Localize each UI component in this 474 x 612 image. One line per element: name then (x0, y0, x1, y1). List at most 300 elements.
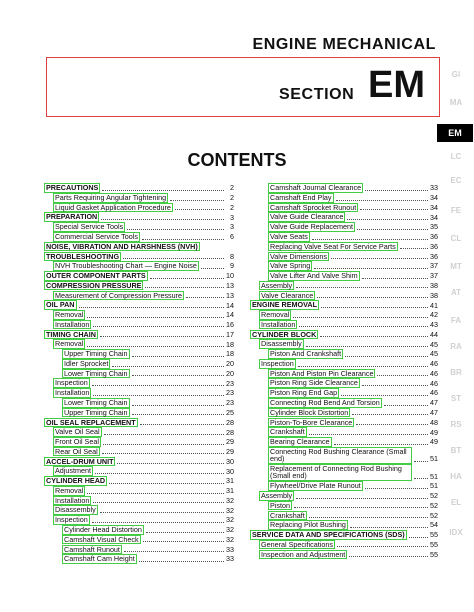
toc-entry-label[interactable]: Upper Timing Chain (64, 349, 128, 359)
toc-entry-label[interactable]: Replacing Pilot Bushing (270, 520, 346, 530)
toc-entry-label[interactable]: CYLINDER BLOCK (252, 329, 317, 339)
section-tab-bt[interactable]: BT (450, 446, 462, 455)
toc-entry[interactable] (250, 417, 438, 427)
toc-entry-label[interactable]: Lower Timing Chain (64, 368, 128, 378)
toc-leader-dots (293, 317, 428, 318)
toc-entry-label[interactable]: CYLINDER HEAD (46, 476, 106, 486)
toc-leader-dots (87, 317, 224, 318)
toc-page-number: 34 (430, 212, 438, 222)
toc-page-number: 55 (430, 549, 438, 559)
toc-page-number: 9 (230, 261, 234, 271)
toc-page-number: 55 (430, 540, 438, 549)
section-tab-ra[interactable]: RA (450, 342, 462, 351)
toc-entry-label[interactable]: Camshaft Runout (64, 544, 120, 554)
toc-entry-label[interactable]: Replacement of Connecting Rod Bushing (Small end) (268, 464, 412, 481)
toc-leader-dots (365, 190, 428, 191)
toc-entry-label[interactable]: Rear Oil Seal (55, 446, 98, 456)
toc-entry-label[interactable]: Valve Guide Replacement (270, 222, 353, 232)
toc-entry-label[interactable]: Cylinder Head Distortion (64, 524, 142, 534)
toc-entry[interactable] (250, 369, 438, 379)
toc-entry-label[interactable]: Measurement of Compression Pressure (55, 290, 183, 300)
toc-entry[interactable] (44, 486, 234, 496)
toc-entry[interactable] (44, 515, 234, 525)
toc-entry[interactable] (250, 437, 438, 447)
toc-page-number: 29 (226, 447, 234, 457)
toc-entry-label[interactable]: Parts Requiring Angular Tightening (55, 192, 167, 202)
toc-page-number: 38 (430, 281, 438, 291)
toc-entry-label[interactable]: Connecting Rod Bushing Clearance (Small end) (268, 447, 412, 464)
toc-page-number: 34 (430, 202, 438, 212)
toc-page-number: 28 (226, 417, 234, 427)
toc-leader-dots (124, 551, 224, 552)
toc-page-number: 32 (226, 495, 234, 505)
toc-leader-dots (92, 385, 224, 386)
toc-leader-dots (314, 268, 428, 269)
toc-page-number: 42 (430, 310, 438, 320)
toc-page-number: 6 (230, 232, 234, 242)
toc-leader-dots (127, 229, 224, 230)
toc-page-number: 25 (226, 407, 234, 417)
toc-entry[interactable] (250, 203, 438, 213)
toc-leader-dots (362, 385, 428, 386)
toc-leader-dots (334, 444, 428, 445)
toc-entry[interactable] (44, 388, 234, 398)
toc-page-number: 48 (430, 417, 438, 427)
toc-page-number: 33 (430, 183, 438, 193)
toc-entry[interactable] (44, 203, 234, 213)
toc-entry-label[interactable]: Valve Spring (270, 261, 311, 271)
section-tab-fe[interactable]: FE (450, 206, 462, 215)
toc-entry[interactable] (44, 544, 234, 554)
toc-entry-label[interactable]: Disassembly (261, 339, 302, 349)
toc-entry-label[interactable]: ACCEL-DRUM UNIT (46, 456, 114, 466)
toc-entry[interactable] (250, 349, 438, 359)
toc-entry-label[interactable]: Camshaft Sprocket Runout (270, 202, 357, 212)
toc-page-number: 18 (226, 339, 234, 349)
toc-entry[interactable] (44, 378, 234, 388)
toc-leader-dots (414, 478, 428, 479)
toc-entry[interactable] (250, 212, 438, 222)
toc-entry[interactable] (44, 183, 234, 193)
toc-leader-dots (87, 346, 224, 347)
toc-entry-label[interactable]: OIL SEAL REPLACEMENT (46, 417, 136, 427)
toc-leader-dots (132, 405, 224, 406)
toc-entry[interactable] (44, 369, 234, 379)
toc-entry[interactable] (44, 359, 234, 369)
toc-entry-label[interactable]: Lower Timing Chain (64, 398, 128, 408)
toc-entry[interactable] (250, 510, 438, 520)
toc-entry[interactable] (250, 232, 438, 242)
toc-entry[interactable] (44, 242, 234, 252)
toc-entry-label[interactable]: Piston-To-Bore Clearance (270, 417, 353, 427)
toc-entry-label[interactable]: Upper Timing Chain (64, 407, 128, 417)
toc-leader-dots (357, 229, 428, 230)
toc-entry[interactable] (44, 427, 234, 437)
toc-entry-label[interactable]: Removal (55, 485, 84, 495)
toc-page-number: 23 (226, 398, 234, 408)
toc-page-number: 30 (226, 456, 234, 466)
toc-entry-label[interactable]: General Specifications (261, 539, 333, 549)
toc-entry[interactable] (44, 281, 234, 291)
toc-page-number: 52 (430, 510, 438, 520)
toc-entry-label[interactable]: TIMING CHAIN (46, 329, 96, 339)
toc-entry[interactable] (250, 481, 438, 491)
toc-entry-label[interactable]: Camshaft Journal Clearance (270, 183, 362, 193)
toc-page-number: 18 (226, 349, 234, 359)
toc-entry-label[interactable]: Piston (270, 500, 290, 510)
toc-entry[interactable] (44, 193, 234, 203)
section-tab-rs[interactable]: RS (450, 420, 462, 429)
toc-leader-dots (132, 375, 224, 376)
toc-page-number: 46 (430, 388, 438, 398)
toc-page-number: 20 (226, 359, 234, 369)
toc-entry-label[interactable]: Inspection and Adjustment (261, 549, 346, 559)
toc-entry-label[interactable]: Liquid Gasket Application Procedure (55, 202, 171, 212)
toc-page-number: 33 (226, 544, 234, 554)
toc-entry[interactable] (250, 290, 438, 300)
toc-entry-label[interactable]: Camshaft Visual Check (64, 534, 139, 544)
toc-leader-dots (132, 414, 224, 415)
toc-entry[interactable] (44, 505, 234, 515)
section-index-tabs (438, 70, 474, 590)
toc-page-number: 32 (226, 525, 234, 535)
toc-page-number: 31 (226, 486, 234, 496)
toc-leader-dots (296, 498, 428, 499)
toc-page-number: 51 (430, 454, 438, 464)
toc-entry[interactable] (44, 349, 234, 359)
section-tab-at[interactable]: AT (450, 288, 462, 297)
toc-entry[interactable] (44, 251, 234, 261)
toc-entry-label[interactable]: COMPRESSION PRESSURE (46, 280, 142, 290)
toc-entry[interactable] (250, 398, 438, 408)
section-tab-idx[interactable]: IDX (449, 528, 463, 537)
toc-entry-label[interactable]: Cylinder Block Distortion (270, 407, 349, 417)
toc-entry-label[interactable]: Piston Ring Side Clearance (270, 378, 358, 388)
toc-leader-dots (142, 239, 224, 240)
section-tab-em[interactable]: EM (437, 124, 473, 142)
toc-entry[interactable] (44, 398, 234, 408)
toc-leader-dots (175, 209, 224, 210)
toc-leader-dots (317, 297, 428, 298)
toc-entry[interactable] (44, 290, 234, 300)
toc-leader-dots (186, 297, 224, 298)
toc-leader-dots (320, 336, 428, 337)
toc-entry-label[interactable]: Removal (261, 310, 290, 320)
toc-page-number: 29 (226, 437, 234, 447)
section-tab-ec[interactable]: EC (450, 176, 462, 185)
toc-page-number: 44 (430, 329, 438, 339)
toc-entry-label[interactable]: Inspection (261, 358, 294, 368)
toc-leader-dots (345, 356, 428, 357)
toc-page-number: 37 (430, 271, 438, 281)
toc-leader-dots (336, 200, 428, 201)
toc-entry[interactable] (250, 378, 438, 388)
toc-leader-dots (306, 346, 428, 347)
toc-entry[interactable] (44, 300, 234, 310)
toc-entry[interactable] (250, 281, 438, 291)
toc-leader-dots (101, 219, 224, 220)
toc-leader-dots (95, 473, 224, 474)
toc-entry[interactable] (44, 496, 234, 506)
toc-page-number: 41 (430, 300, 438, 310)
toc-entry-label[interactable]: TROUBLESHOOTING (46, 251, 120, 261)
toc-entry[interactable] (250, 300, 438, 310)
section-tab-mt[interactable]: MT (450, 262, 462, 271)
toc-entry-label[interactable]: Adjustment (55, 466, 91, 476)
toc-entry[interactable] (250, 222, 438, 232)
toc-leader-dots (384, 405, 428, 406)
toc-leader-dots (102, 190, 224, 191)
toc-leader-dots (143, 541, 224, 542)
toc-entry[interactable] (44, 222, 234, 232)
toc-entry-label[interactable]: Camshaft Cam Height (64, 554, 135, 564)
toc-entry-label[interactable]: OUTER COMPONENT PARTS (46, 271, 146, 281)
toc-page-number: 47 (430, 407, 438, 417)
toc-leader-dots (341, 395, 428, 396)
toc-page-number: 14 (226, 300, 234, 310)
toc-entry[interactable] (250, 183, 438, 193)
toc-page-number: 35 (430, 222, 438, 232)
section-tab-ha[interactable]: HA (450, 472, 462, 481)
toc-entry-label[interactable]: Idler Sprocket (64, 358, 109, 368)
toc-page-number: 13 (226, 281, 234, 291)
toc-entry-label[interactable]: Camshaft End Play (270, 192, 332, 202)
toc-leader-dots (117, 463, 224, 464)
toc-page-number: 28 (226, 427, 234, 437)
toc-entry[interactable] (44, 320, 234, 330)
section-code: EM (368, 64, 425, 106)
toc-entry[interactable] (44, 408, 234, 418)
section-tab-fa[interactable]: FA (450, 316, 462, 325)
toc-leader-dots (414, 461, 428, 462)
section-tab-el[interactable]: EL (450, 498, 462, 507)
toc-page-number: 55 (430, 530, 438, 540)
toc-entry-label[interactable]: PREPARATION (46, 212, 98, 222)
toc-entry-label[interactable]: Installation (55, 319, 90, 329)
toc-page-number: 47 (430, 398, 438, 408)
toc-entry[interactable] (44, 535, 234, 545)
toc-page-number: 10 (226, 271, 234, 281)
toc-page-number: 38 (430, 290, 438, 300)
toc-entry[interactable] (250, 339, 438, 349)
toc-page-number: 16 (226, 320, 234, 330)
toc-entry-label[interactable]: Crankshaft (270, 510, 305, 520)
section-tab-st[interactable]: ST (450, 394, 462, 403)
toc-page-number: 36 (430, 251, 438, 261)
toc-entry-label[interactable]: SERVICE DATA AND SPECIFICATIONS (SDS) (252, 530, 405, 540)
section-tab-cl[interactable]: CL (450, 234, 462, 243)
toc-leader-dots (352, 414, 428, 415)
toc-page-number: 32 (226, 534, 234, 544)
toc-entry[interactable] (250, 251, 438, 261)
toc-entry[interactable] (250, 271, 438, 281)
toc-page-number: 32 (226, 505, 234, 515)
toc-leader-dots (145, 287, 224, 288)
toc-entry-label[interactable]: Removal (55, 339, 84, 349)
section-tab-ma[interactable]: MA (449, 98, 463, 107)
toc-leader-dots (93, 326, 224, 327)
toc-page-number: 45 (430, 349, 438, 359)
toc-entry-label[interactable]: Piston And Crankshaft (270, 349, 342, 359)
toc-page-number: 46 (430, 359, 438, 369)
toc-entry[interactable] (44, 456, 234, 466)
toc-leader-dots (299, 326, 428, 327)
toc-entry[interactable] (44, 525, 234, 535)
toc-entry[interactable] (44, 212, 234, 222)
toc-entry-label[interactable]: Connecting Rod Bend And Torsion (270, 398, 380, 408)
toc-entry[interactable] (250, 549, 438, 559)
toc-entry-label[interactable]: Front Oil Seal (55, 437, 99, 447)
toc-page-number: 43 (430, 320, 438, 330)
toc-leader-dots (298, 366, 428, 367)
toc-entry-label[interactable]: Valve Dimensions (270, 251, 327, 261)
contents-title: CONTENTS (187, 150, 287, 170)
toc-leader-dots (360, 209, 428, 210)
toc-entry[interactable] (250, 530, 438, 540)
toc-entry[interactable] (44, 554, 234, 564)
toc-entry-label[interactable]: Special Service Tools (55, 222, 124, 232)
toc-entry-label[interactable]: PRECAUTIONS (46, 183, 99, 193)
toc-page-number: 49 (430, 427, 438, 437)
toc-leader-dots (377, 375, 428, 376)
toc-leader-dots (132, 356, 224, 357)
toc-entry[interactable] (250, 261, 438, 271)
toc-entry-label[interactable]: Valve Seats (270, 232, 308, 241)
toc-leader-dots (112, 366, 224, 367)
toc-leader-dots (100, 336, 224, 337)
toc-page-number: 45 (430, 339, 438, 349)
toc-entry[interactable] (44, 466, 234, 476)
toc-leader-dots (170, 200, 224, 201)
toc-page-number: 52 (430, 491, 438, 501)
toc-entry-label[interactable]: OIL PAN (46, 300, 75, 310)
toc-entry[interactable] (44, 339, 234, 349)
toc-page-number: 23 (226, 388, 234, 398)
section-word: SECTION (279, 86, 355, 103)
toc-entry[interactable] (250, 310, 438, 320)
toc-leader-dots (296, 287, 428, 288)
toc-entry[interactable] (250, 520, 438, 530)
toc-leader-dots (350, 527, 428, 528)
toc-entry-label[interactable]: Bearing Clearance (270, 437, 330, 447)
toc-page-number: 37 (430, 261, 438, 271)
toc-entry[interactable] (44, 310, 234, 320)
toc-entry[interactable] (44, 447, 234, 457)
toc-leader-dots (337, 546, 428, 547)
toc-page-number: 51 (430, 471, 438, 481)
toc-entry-label[interactable]: Piston Ring End Gap (270, 388, 338, 398)
toc-entry-label[interactable]: Commercial Service Tools (55, 232, 138, 241)
toc-entry-label[interactable]: NVH Troubleshooting Chart — Engine Noise (55, 261, 197, 271)
toc-page-number: 3 (230, 212, 234, 222)
toc-page-number: 46 (430, 378, 438, 388)
toc-entry-label[interactable]: Valve Lifter And Valve Shim (270, 271, 358, 281)
toc-leader-dots (146, 532, 224, 533)
toc-right-column (250, 183, 438, 559)
toc-entry[interactable] (250, 464, 438, 481)
toc-entry-label[interactable]: Valve Guide Clearance (270, 212, 344, 222)
toc-entry[interactable] (44, 271, 234, 281)
section-tab-gi[interactable]: GI (451, 70, 461, 79)
toc-entry-label[interactable]: Valve Oil Seal (55, 427, 100, 437)
toc-entry[interactable] (250, 329, 438, 339)
toc-entry[interactable] (250, 408, 438, 418)
toc-entry[interactable] (250, 540, 438, 550)
toc-page-number: 49 (430, 437, 438, 447)
toc-leader-dots (356, 424, 428, 425)
toc-entry[interactable] (250, 388, 438, 398)
toc-entry[interactable] (44, 437, 234, 447)
toc-page-number: 8 (230, 251, 234, 261)
toc-entry-label[interactable]: Replacing Valve Seat For Service Parts (270, 241, 396, 251)
toc-leader-dots (123, 258, 224, 259)
toc-entry-label[interactable]: Installation (261, 319, 296, 329)
toc-entry-label[interactable]: Assembly (261, 490, 293, 500)
toc-entry-label[interactable]: Inspection (55, 515, 88, 525)
toc-page-number: 2 (230, 202, 234, 212)
toc-leader-dots (140, 424, 224, 425)
toc-leader-dots (79, 307, 225, 308)
toc-page-number: 31 (226, 476, 234, 486)
section-tab-br[interactable]: BR (450, 368, 462, 377)
toc-entry[interactable] (44, 232, 234, 242)
toc-entry[interactable] (250, 320, 438, 330)
toc-leader-dots (409, 537, 428, 538)
toc-entry-label[interactable]: Crankshaft (270, 427, 305, 437)
toc-leader-dots (362, 278, 428, 279)
toc-leader-dots (201, 268, 224, 269)
toc-leader-dots (93, 395, 224, 396)
toc-leader-dots (365, 488, 428, 489)
toc-page-number: 2 (230, 183, 234, 193)
toc-page-number: 32 (226, 515, 234, 525)
toc-entry-label[interactable]: Removal (55, 310, 84, 320)
toc-leader-dots (349, 556, 428, 557)
toc-page-number: 34 (430, 193, 438, 203)
toc-entry[interactable] (250, 427, 438, 437)
section-tab-lc[interactable]: LC (450, 152, 462, 161)
toc-entry[interactable] (250, 359, 438, 369)
toc-entry[interactable] (250, 501, 438, 511)
toc-entry-label[interactable]: Disassembly (55, 505, 96, 515)
toc-entry-label[interactable]: ENGINE REMOVAL (252, 300, 317, 310)
toc-page-number: 2 (230, 193, 234, 203)
toc-entry-label[interactable]: Installation (55, 495, 90, 505)
toc-leader-dots (331, 258, 428, 259)
toc-entry[interactable] (44, 417, 234, 427)
toc-leader-dots (92, 522, 224, 523)
toc-entry-label[interactable]: Assembly (261, 280, 293, 290)
toc-entry-label[interactable]: Inspection (55, 378, 88, 388)
toc-page-number: 36 (430, 241, 438, 251)
toc-entry-label[interactable]: Piston And Piston Pin Clearance (270, 368, 374, 378)
toc-leader-dots (139, 561, 224, 562)
toc-entry[interactable] (250, 193, 438, 203)
toc-entry[interactable] (44, 261, 234, 271)
toc-entry-label[interactable]: Installation (55, 388, 90, 398)
toc-page-number: 52 (430, 500, 438, 510)
toc-entry[interactable] (44, 329, 234, 339)
toc-entry[interactable] (250, 447, 438, 464)
toc-entry[interactable] (250, 491, 438, 501)
toc-entry-label[interactable]: NOISE, VIBRATION AND HARSHNESS (NVH) (46, 241, 198, 251)
toc-entry-label[interactable]: Valve Clearance (261, 290, 314, 300)
toc-entry-label[interactable]: Flywheel/Drive Plate Runout (270, 481, 361, 491)
toc-page-number: 23 (226, 378, 234, 388)
toc-leader-dots (321, 307, 428, 308)
toc-entry[interactable] (44, 476, 234, 486)
toc-entry[interactable] (250, 242, 438, 252)
